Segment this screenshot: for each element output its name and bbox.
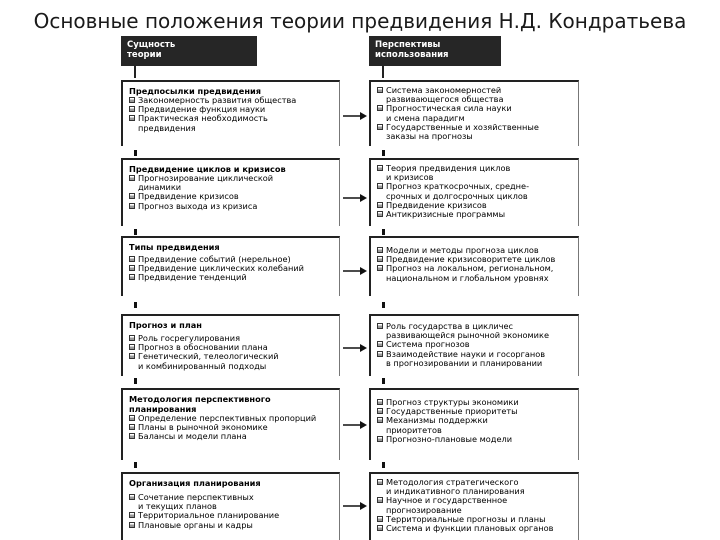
list-item: Прогнозирование циклической динамики — [129, 174, 339, 192]
folder-icon — [129, 335, 135, 341]
arrow-icon — [343, 501, 367, 511]
header-prospects-label: Перспективы использования — [375, 40, 449, 60]
list-item: Территориальные прогнозы и планы — [377, 515, 578, 524]
folder-icon — [129, 274, 135, 280]
folder-icon — [129, 522, 135, 528]
connector-tick — [382, 462, 385, 468]
right-connector — [382, 66, 384, 78]
list-item: Механизмы поддержки приоритетов — [377, 416, 578, 434]
folder-icon — [129, 265, 135, 271]
folder-icon — [129, 175, 135, 181]
folder-icon — [377, 408, 383, 414]
section-organization-prospects — [369, 472, 579, 540]
folder-icon — [129, 115, 135, 121]
left-connector — [134, 66, 136, 78]
section-forecast-plan-prospects — [369, 314, 579, 376]
folder-icon — [129, 344, 135, 350]
list-item: Система прогнозов — [377, 340, 578, 349]
folder-icon — [377, 211, 383, 217]
folder-icon — [129, 494, 135, 500]
arrow-icon — [343, 266, 367, 276]
folder-icon — [377, 256, 383, 262]
folder-icon — [377, 265, 383, 271]
list-item: Система закономерностей развивающегося общества — [377, 86, 578, 104]
header-essence-label: Сущность теории — [127, 40, 176, 60]
list-item: Теория предвидения циклов и кризисов — [377, 164, 578, 182]
list-item: Предвидение тенденций — [129, 273, 339, 282]
section-prerequisites — [121, 80, 340, 146]
list-item: Определение перспективных пропорций — [129, 414, 339, 423]
arrow-icon — [343, 111, 367, 121]
folder-icon — [377, 202, 383, 208]
folder-icon — [377, 165, 383, 171]
section-title: Типы предвидения — [129, 242, 220, 252]
section-methodology-prospects — [369, 388, 579, 460]
section-cycles — [121, 158, 340, 226]
folder-icon — [377, 183, 383, 189]
folder-icon — [377, 323, 383, 329]
list-item: Генетический, телеологический и комбинированный подходы — [129, 352, 339, 370]
section-cycles-prospects — [369, 158, 579, 226]
folder-icon — [377, 124, 383, 130]
section-title: Методология перспективного планирования — [129, 394, 271, 414]
list-item: Практическая необходимость предвидения — [129, 114, 339, 132]
folder-icon — [129, 193, 135, 199]
folder-icon — [377, 417, 383, 423]
list-item: Предвидение кризисоворитете циклов — [377, 255, 578, 264]
connector-tick — [382, 229, 385, 235]
arrow-icon — [343, 343, 367, 353]
folder-icon — [129, 512, 135, 518]
section-types — [121, 236, 340, 296]
folder-icon — [129, 256, 135, 262]
list-item: Сочетание перспективных и текущих планов — [129, 493, 339, 511]
list-item: Балансы и модели плана — [129, 432, 339, 441]
folder-icon — [377, 436, 383, 442]
section-types-prospects — [369, 236, 579, 296]
list-item: Закономерность развития общества — [129, 96, 339, 105]
list-item: Государственные приоритеты — [377, 407, 578, 416]
folder-icon — [129, 433, 135, 439]
folder-icon — [129, 97, 135, 103]
folder-icon — [377, 105, 383, 111]
list-item: Прогноз краткосрочных, средне- срочных и долгосрочных циклов — [377, 182, 578, 200]
list-item: Предвидение циклических колебаний — [129, 264, 339, 273]
list-item: Предвидение кризисов — [377, 201, 578, 210]
list-item: Прогноз структуры экономики — [377, 398, 578, 407]
connector-tick — [134, 150, 137, 156]
list-item: Предвидение событий (нерельное) — [129, 255, 339, 264]
folder-icon — [129, 353, 135, 359]
folder-icon — [377, 341, 383, 347]
list-item: Роль государства в цикличес развивающейся рыночной экономике — [377, 322, 578, 340]
arrow-icon — [343, 193, 367, 203]
list-item: Прогнозно-плановые модели — [377, 435, 578, 444]
slide-title: Основные положения теории предвидения Н.Д. Кондратьева — [33, 9, 687, 33]
connector-tick — [382, 302, 385, 308]
list-item: Плановые органы и кадры — [129, 521, 339, 530]
connector-tick — [382, 378, 385, 384]
connector-tick — [382, 150, 385, 156]
connector-tick — [134, 229, 137, 235]
header-prospects — [369, 36, 501, 66]
connector-tick — [134, 378, 137, 384]
folder-icon — [129, 106, 135, 112]
folder-icon — [129, 424, 135, 430]
folder-icon — [377, 497, 383, 503]
folder-icon — [377, 479, 383, 485]
connector-tick — [134, 302, 137, 308]
folder-icon — [377, 399, 383, 405]
list-item: Предвидение кризисов — [129, 192, 339, 201]
list-item: Антикризисные программы — [377, 210, 578, 219]
section-prerequisites-prospects — [369, 80, 579, 146]
list-item: Планы в рыночной экономике — [129, 423, 339, 432]
list-item: Взаимодействие науки и госорганов в прогнозировании и планировании — [377, 350, 578, 368]
folder-icon — [377, 247, 383, 253]
folder-icon — [377, 87, 383, 93]
section-methodology — [121, 388, 340, 460]
list-item: Прогноз выхода из кризиса — [129, 202, 339, 211]
folder-icon — [377, 516, 383, 522]
list-item: Роль госрегулирования — [129, 334, 339, 343]
list-item: Территориальное планирование — [129, 511, 339, 520]
list-item: Система и функции плановых органов — [377, 524, 578, 533]
list-item: Модели и методы прогноза циклов — [377, 246, 578, 255]
section-organization — [121, 472, 340, 540]
folder-icon — [129, 203, 135, 209]
list-item: Методология стратегического и индикативного планирования — [377, 478, 578, 496]
folder-icon — [377, 525, 383, 531]
section-title: Предвидение циклов и кризисов — [129, 164, 286, 174]
folder-icon — [377, 351, 383, 357]
connector-tick — [134, 462, 137, 468]
list-item: Государственные и хозяйственные заказы на прогнозы — [377, 123, 578, 141]
section-title: Предпосылки предвидения — [129, 86, 261, 96]
list-item: Прогноз в обосновании плана — [129, 343, 339, 352]
header-essence — [121, 36, 257, 66]
list-item: Прогноз на локальном, региональном, национальном и глобальном уровнях — [377, 264, 578, 282]
section-forecast-plan — [121, 314, 340, 376]
list-item: Научное и государственное прогнозирование — [377, 496, 578, 514]
list-item: Предвидение функция науки — [129, 105, 339, 114]
arrow-icon — [343, 420, 367, 430]
section-title: Организация планирования — [129, 478, 261, 488]
list-item: Прогностическая сила науки и смена парадигм — [377, 104, 578, 122]
folder-icon — [129, 415, 135, 421]
section-title: Прогноз и план — [129, 320, 202, 330]
